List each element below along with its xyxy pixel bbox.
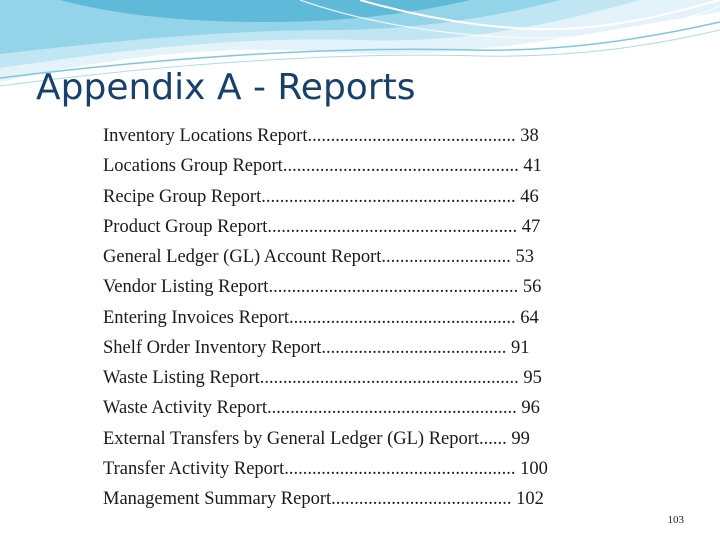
report-list — [103, 121, 548, 514]
report-entry: Vendor Listing Report...................................................... 56 — [103, 277, 542, 298]
report-entry: Management Summary Report....................................... 102 — [103, 489, 544, 509]
report-entry: External Transfers by General Ledger (GL) Report...... 99 — [103, 428, 530, 449]
report-entry: Product Group Report...................................................... 47 — [103, 216, 541, 237]
report-entry: Locations Group Report................................................... 41 — [103, 156, 542, 177]
report-entry: Recipe Group Report....................................................... 46 — [103, 186, 539, 207]
report-entry: Entering Invoices Report................................................. 64 — [103, 307, 539, 328]
report-entry: General Ledger (GL) Account Report............................ 53 — [103, 247, 535, 267]
report-entry: Shelf Order Inventory Report........................................ 91 — [103, 337, 530, 358]
slide-title: Appendix A - Reports — [36, 67, 416, 108]
report-entry: Waste Listing Report........................................................ 95 — [103, 368, 542, 388]
report-entry: Waste Activity Report...................................................... 96 — [103, 398, 540, 419]
slide-page-number: 103 — [667, 514, 684, 526]
report-entry: Transfer Activity Report.................................................. 100 — [103, 458, 548, 479]
report-entry: Inventory Locations Report............................................. 38 — [103, 126, 539, 146]
